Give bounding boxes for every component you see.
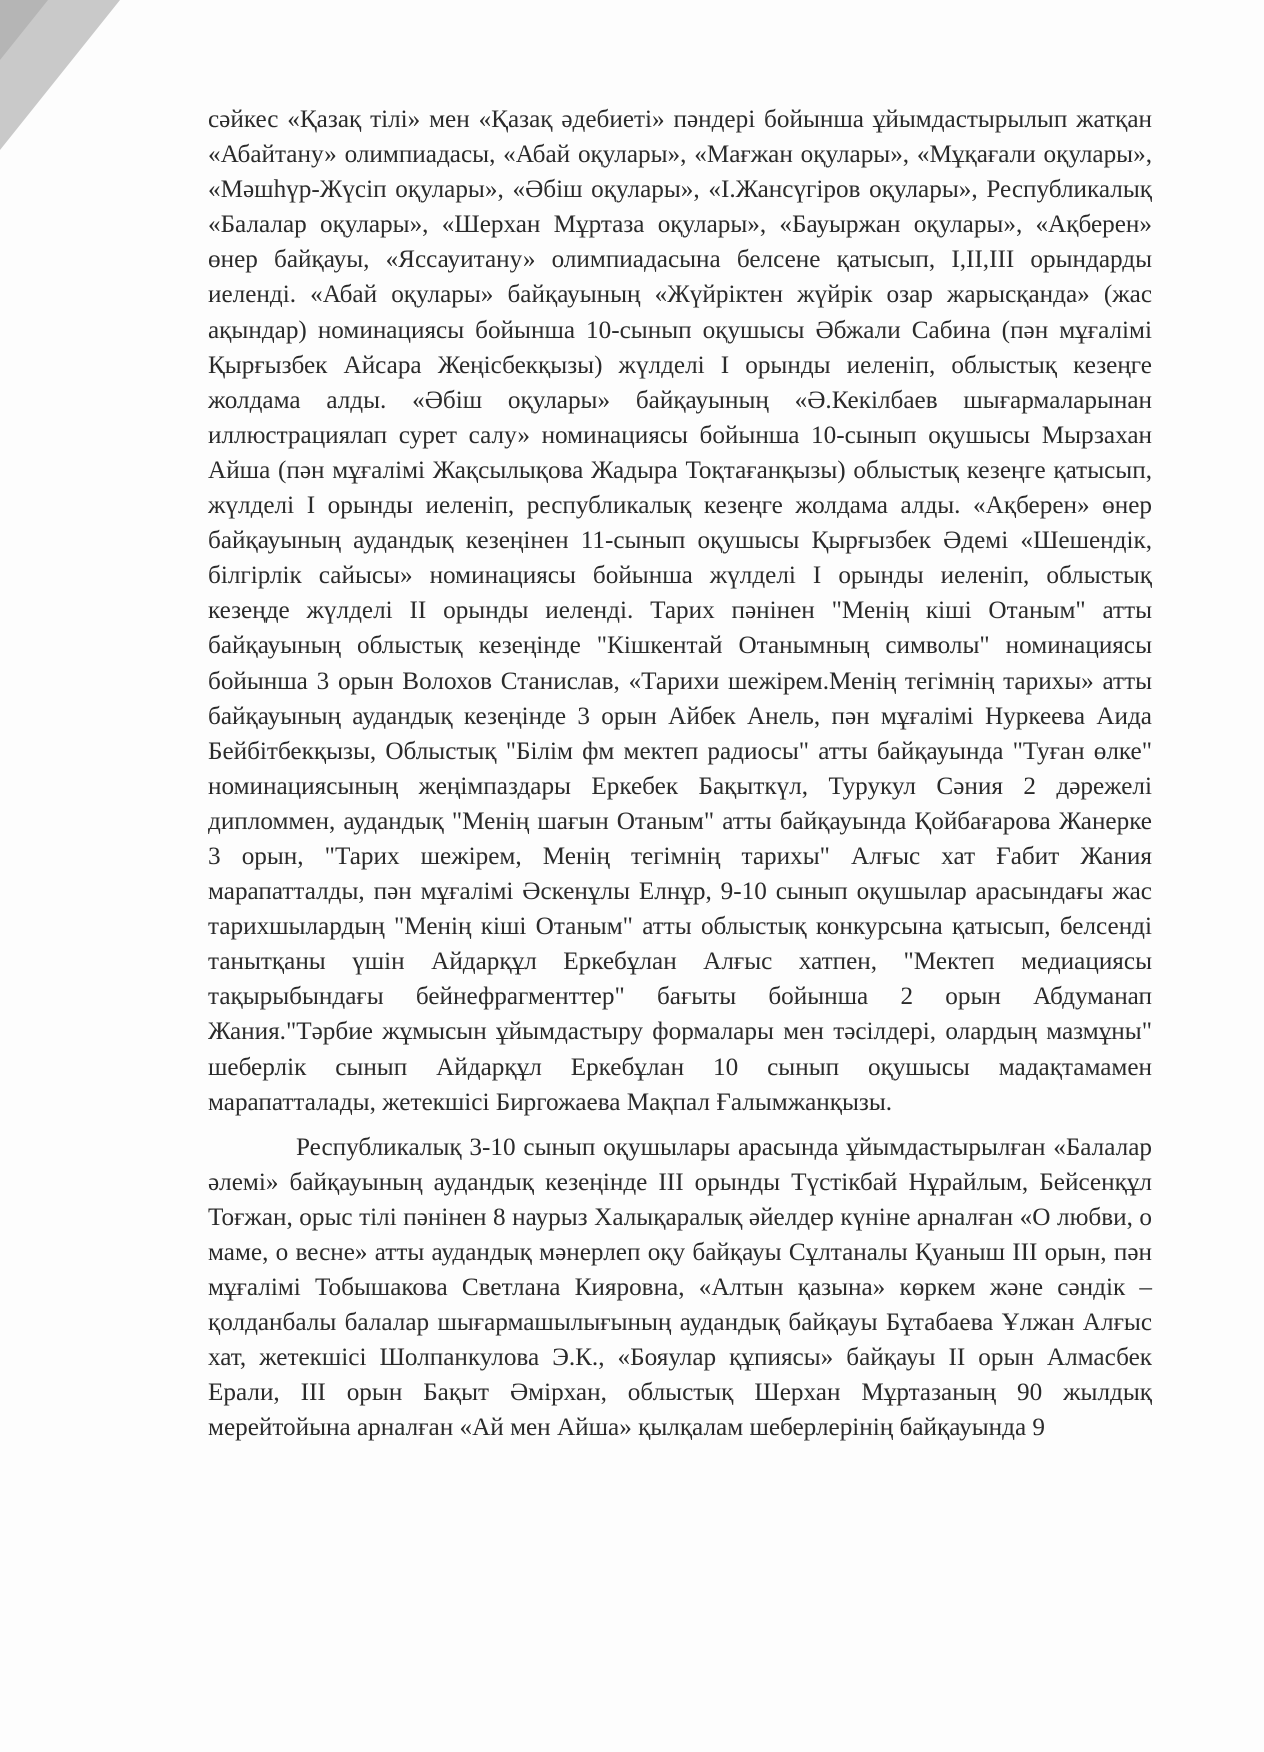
paragraph-1: сәйкес «Қазақ тілі» мен «Қазақ әдебиеті» пәндері бойынша ұйымдастырылып жатқан «Абайтану» олимпиадасы, «Абай оқулары», «Мағжан оқулары», «Мұқағали оқулары», «Мәшһүр-Жүсіп оқулары», «Әбіш оқулары», «І.Жансүгіров оқулары», Республикалық «Балалар оқулары», «Шерхан Мұртаза оқулары», «Бауыржан оқулары», «Ақберен» өнер байқауы, «Яссауитану» олимпиадасына белсене қатысып, І,ІІ,ІІІ орындарды иеленді. «Абай оқулары» байқауының «Жүйріктен жүйрік озар жарысқанда» (жас ақындар) номинациясы бойынша 10-сынып оқушысы Әбжали Сабина (пән мұғалімі Қырғызбек Айсара Жеңісбекқызы) жүлделі І орынды иеленіп, облыстық кезеңге жолдама алды. «Әбіш оқулары» байқауының «Ә.Кекілбаев шығармаларынан иллюстрациялап сурет салу» номинациясы бойынша 10-сынып оқушысы Мырзахан Айша (пән мұғалімі Жақсылықова Жадыра Тоқтағанқызы) облыстық кезеңге қатысып, жүлделі І орынды иеленіп, республикалық кезеңге жолдама алды. «Ақберен» өнер байқауының аудандық кезеңінен 11-сынып оқушысы Қырғызбек Әдемі «Шешендік, білгірлік сайысы» номинациясы бойынша жүлделі І орынды иеленіп, облыстық кезеңде жүлделі ІІ орынды иеленді. Тарих пәнінен "Менің кіші Отаным" атты байқауының облыстық кезеңінде "Кішкентай Отанымның символы" номинациясы бойынша 3 орын Волохов Станислав, «Тарихи шежірем.Менің тегімнің тарихы» атты байқауының аудандық кезеңінде 3 орын Айбек Анель, пән мұғалімі Нуркеева Аида Бейбітбекқызы, Облыстық "Білім фм мектеп радиосы" атты байқауында "Туған өлке" номинациясының жеңімпаздары Еркебек Бақыткүл, Турукул Сәния 2 дәрежелі дипломмен, аудандық "Менің шағын Отаным" атты байқауында Қойбағарова Жанерке 3 орын, "Тарих шежірем, Менің тегімнің тарихы" Алғыс хат Ғабит Жания марапатталды, пән мұғалімі Әскенұлы Елнұр, 9-10 сынып оқушылар арасындағы жас тарихшылардың "Менің кіші Отаным" атты облыстық конкурсына қатысып, белсенді танытқаны үшін Айдарқұл Еркебұлан Алғыс хатпен, "Мектеп медиациясы тақырыбындағы бейнефрагменттер" бағыты бойынша 2 орын Абдуманап Жания."Тәрбие жұмысын ұйымдастыру формалары мен тәсілдері, олардың мазмұны" шеберлік сынып Айдарқұл Еркебұлан 10 сынып оқушысы мадақтамамен марапатталады, жетекшісі Биргожаева Мақпал Ғалымжанқызы. <box>208 106 1152 1116</box>
document-body <box>208 102 1152 1446</box>
scan-corner-fold <box>0 0 48 60</box>
paragraph-2: Республикалық 3-10 сынып оқушылары арасында ұйымдастырылған «Балалар әлемі» байқауының аудандық кезеңінде ІІІ орынды Түстікбай Нұрайлым, Бейсенқұл Тоғжан, орыс тілі пәнінен 8 наурыз Халықаралық әйелдер күніне арналған «О любви, о маме, о весне» атты аудандық мәнерлеп оқу байқауы Сұлтаналы Қуаныш ІІІ орын, пән мұғалімі Тобышакова Светлана Кияровна, «Алтын қазына» көркем және сәндік –қолданбалы балалар шығармашылығының аудандық байқауы Бұтабаева Ұлжан Алғыс хат, жетекшісі Шолпанкулова Э.К., «Бояулар құпиясы» байқауы ІІ орын Алмасбек Ерали, ІІІ орын Бақыт Әмірхан, облыстық Шерхан Мұртазаның 90 жылдық мерейтойына арналған «Ай мен Айша» қылқалам шеберлерінің байқауында 9 <box>208 1133 1152 1442</box>
